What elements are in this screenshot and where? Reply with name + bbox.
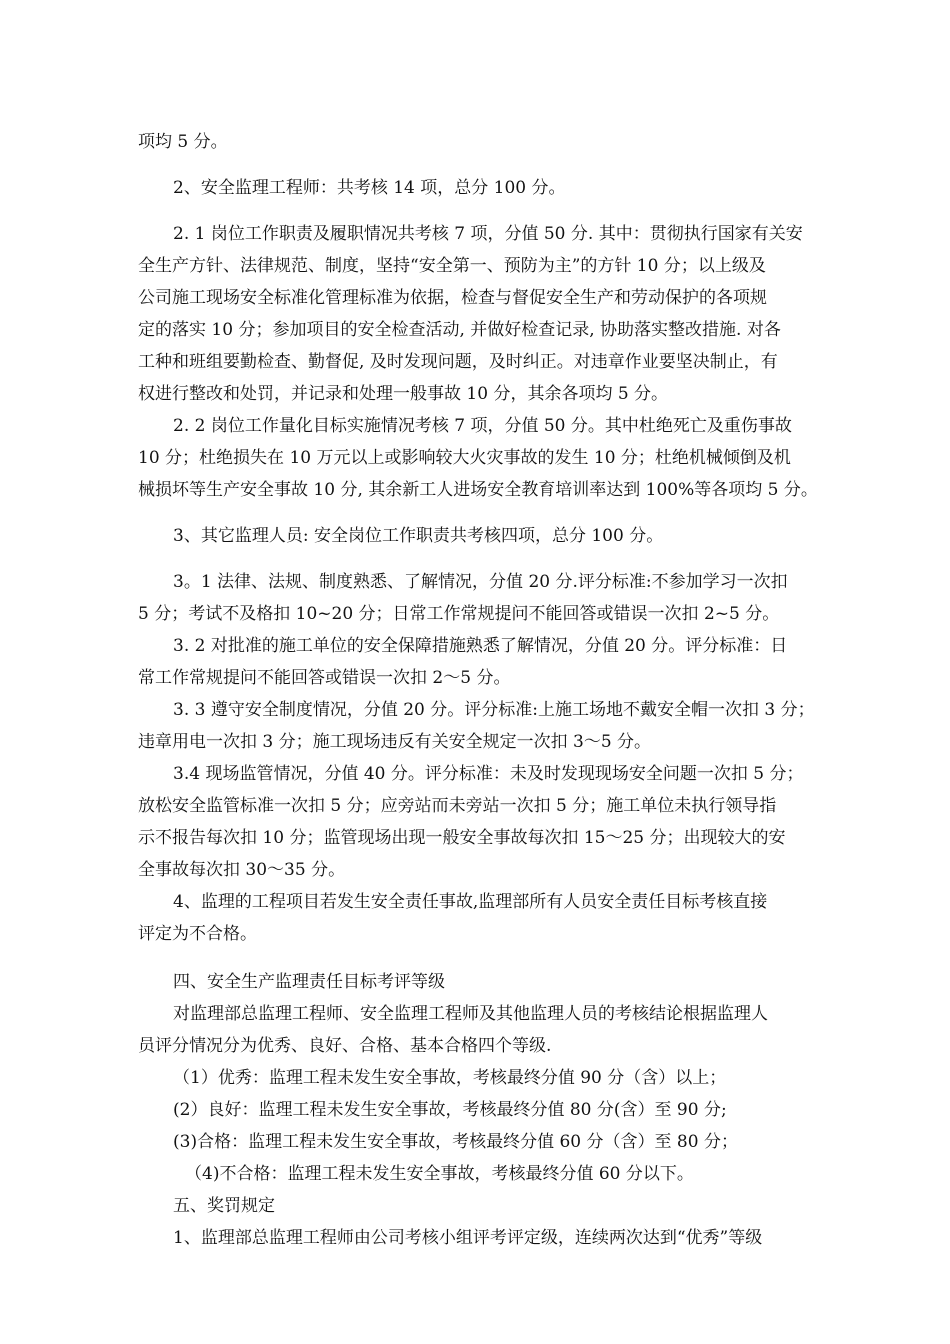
text-line: 违章用电一次扣 3 分；施工现场违反有关安全规定一次扣 3～5 分。 xyxy=(138,732,652,752)
text-line: 全事故每次扣 30～35 分。 xyxy=(138,860,346,880)
text-line: 3. 2 对批准的施工单位的安全保障措施熟悉了解情况，分值 20 分。评分标准：日 xyxy=(173,636,788,656)
section-heading: 3、其它监理人员: 安全岗位工作职责共考核四项，总分 100 分。 xyxy=(173,526,664,546)
section-heading: 五、奖罚规定 xyxy=(173,1196,275,1216)
text-line: 全生产方针、法律规范、制度，坚持“安全第一、预防为主”的方针 10 分；以上级及 xyxy=(138,256,766,276)
text-line: 3.4 现场监管情况，分值 40 分。评分标准：未及时发现现场安全问题一次扣 5 分； xyxy=(173,764,804,784)
list-item: (2）良好：监理工程未发生安全事故，考核最终分值 80 分(含）至 90 分; xyxy=(173,1100,727,1120)
text-line: 示不报告每次扣 10 分；监管现场出现一般安全事故每次扣 15～25 分；出现较大的安 xyxy=(138,828,786,848)
text-line: 评定为不合格。 xyxy=(138,924,257,944)
text-line: 3。1 法律、法规、制度熟悉、了解情况，分值 20 分.评分标准:不参加学习一次扣 xyxy=(173,572,788,592)
text-line: 常工作常规提问不能回答或错误一次扣 2～5 分。 xyxy=(138,668,511,688)
text-line: 2. 2 岗位工作量化目标实施情况考核 7 项，分值 50 分。其中杜绝死亡及重伤事故 xyxy=(173,416,792,436)
text-line: 项均 5 分。 xyxy=(138,132,228,152)
text-line: 3. 3 遵守安全制度情况，分值 20 分。评分标准:上施工场地不戴安全帽一次扣 3 分； xyxy=(173,700,815,720)
section-heading: 2、安全监理工程师：共考核 14 项，总分 100 分。 xyxy=(173,178,566,198)
text-line: 2. 1 岗位工作职责及履职情况共考核 7 项，分值 50 分. 其中：贯彻执行国家有关安 xyxy=(173,224,803,244)
text-line: 4、监理的工程项目若发生安全责任事故,监理部所有人员安全责任目标考核直接 xyxy=(173,892,768,912)
text-line: 10 分；杜绝损失在 10 万元以上或影响较大火灾事故的发生 10 分；杜绝机械倾倒及机 xyxy=(138,448,791,468)
list-item: (3)合格：监理工程未发生安全事故，考核最终分值 60 分（含）至 80 分； xyxy=(173,1132,738,1152)
text-line: 放松安全监管标准一次扣 5 分；应旁站而未旁站一次扣 5 分；施工单位未执行领导指 xyxy=(138,796,777,816)
text-line: 公司施工现场安全标准化管理标准为依据，检查与督促安全生产和劳动保护的各项规 xyxy=(138,288,767,308)
text-line: 定的落实 10 分；参加项目的安全检查活动, 并做好检查记录, 协助落实整改措施. 对各 xyxy=(138,320,781,340)
text-line: 5 分；考试不及格扣 10~20 分；日常工作常规提问不能回答或错误一次扣 2~5 分。 xyxy=(138,604,780,624)
list-item: （4)不合格：监理工程未发生安全事故，考核最终分值 60 分以下。 xyxy=(185,1164,694,1184)
text-line: 对监理部总监理工程师、安全监理工程师及其他监理人员的考核结论根据监理人 xyxy=(173,1004,768,1024)
section-heading: 四、安全生产监理责任目标考评等级 xyxy=(173,972,445,992)
text-line: 1、监理部总监理工程师由公司考核小组评考评定级，连续两次达到“优秀”等级 xyxy=(173,1228,763,1248)
text-line: 工种和班组要勤检查、勤督促, 及时发现问题，及时纠正。对违章作业要坚决制止，有 xyxy=(138,352,778,372)
list-item: （1）优秀：监理工程未发生安全事故，考核最终分值 90 分（含）以上； xyxy=(173,1068,727,1088)
text-line: 权进行整改和处罚，并记录和处理一般事故 10 分，其余各项均 5 分。 xyxy=(138,384,669,404)
text-line: 械损坏等生产安全事故 10 分, 其余新工人进场安全教育培训率达到 100%等各项均 5 分。 xyxy=(138,480,818,500)
text-line: 员评分情况分为优秀、良好、合格、基本合格四个等级. xyxy=(138,1036,552,1056)
